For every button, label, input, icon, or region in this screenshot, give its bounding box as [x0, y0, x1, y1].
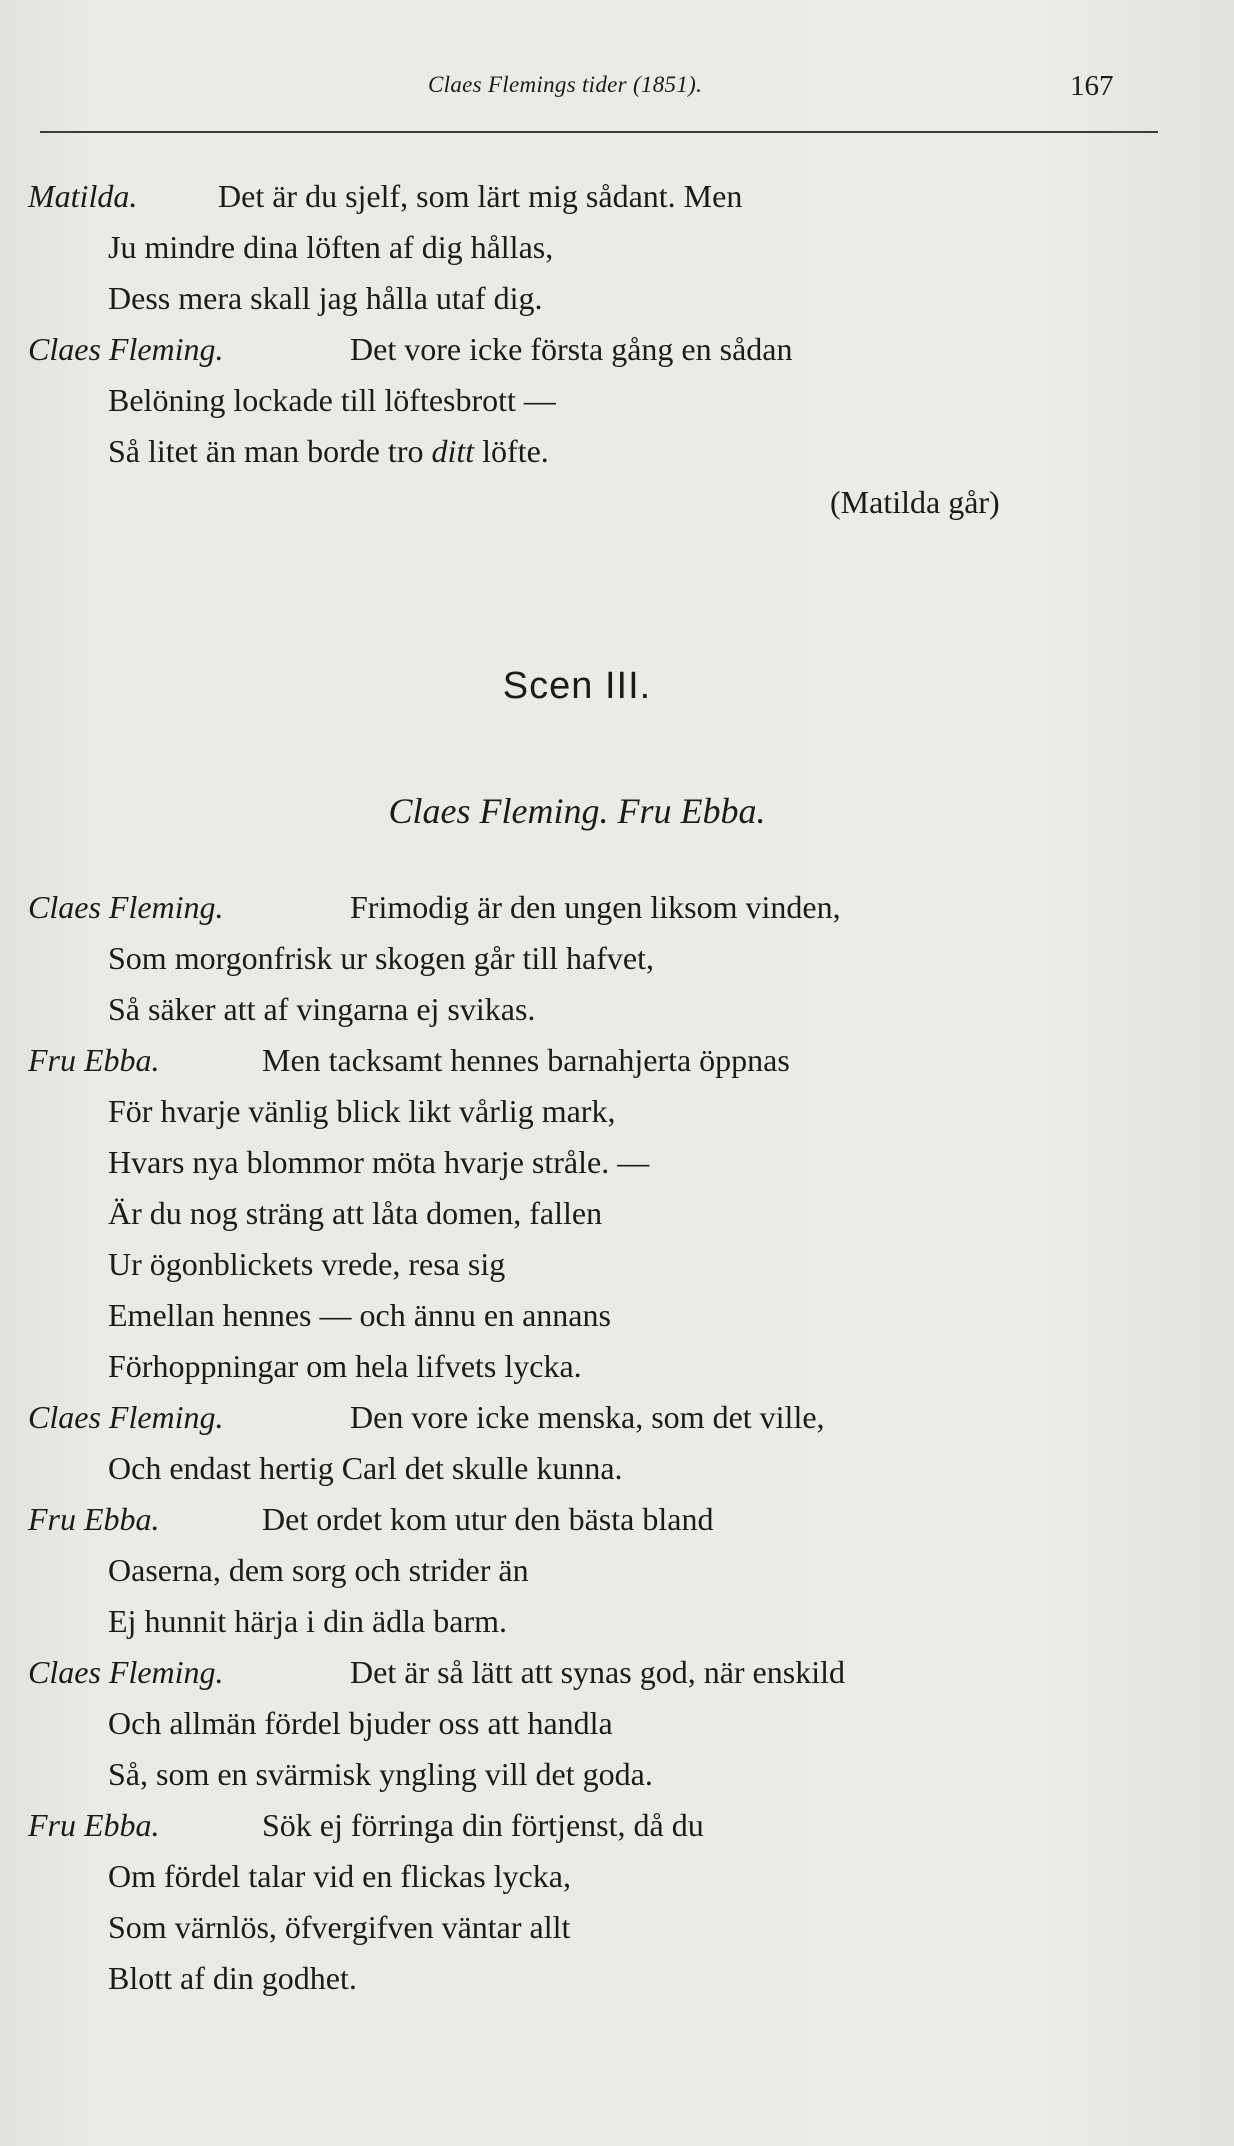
verse-text: Om fördel talar vid en flickas lycka, — [108, 1858, 571, 1894]
verse-text: Som värnlös, öfvergifven väntar allt — [108, 1909, 571, 1945]
scene-cast: Claes Fleming. Fru Ebba. — [388, 791, 766, 831]
verse-text: Är du nog sträng att låta domen, fallen — [108, 1195, 603, 1231]
dialogue-part-1 — [0, 171, 1234, 528]
verse-text: Men tacksamt hennes barnahjerta öppnas — [262, 1042, 790, 1078]
verse-line — [0, 1545, 1234, 1596]
dialogue-part-2 — [0, 882, 1234, 2004]
page-number: 167 — [1070, 70, 1114, 102]
verse-line — [0, 1086, 1234, 1137]
verse-text: Ej hunnit härja i din ädla barm. — [108, 1603, 507, 1639]
running-title: Claes Flemings tider (1851). — [428, 72, 703, 97]
verse-text: Dess mera skall jag hålla utaf dig. — [108, 280, 543, 316]
verse-line — [0, 1035, 1234, 1086]
verse-text: Det ordet kom utur den bästa bland — [262, 1501, 714, 1537]
verse-line — [0, 1749, 1234, 1800]
verse-text: Så, som en svärmisk yngling vill det goda. — [108, 1756, 653, 1792]
verse-text: Belöning lockade till löftesbrott — — [108, 382, 556, 418]
verse-line — [0, 1341, 1234, 1392]
speaker-name: Claes Fleming. — [28, 1399, 224, 1435]
verse-line — [0, 426, 1234, 477]
verse-line — [0, 222, 1234, 273]
verse-text: Som morgonfrisk ur skogen går till hafvet, — [108, 940, 654, 976]
verse-line — [0, 1851, 1234, 1902]
verse-line — [0, 882, 1234, 933]
verse-line — [0, 1239, 1234, 1290]
verse-line — [0, 984, 1234, 1035]
verse-text: Sök ej förringa din förtjenst, då du — [262, 1807, 704, 1843]
verse-line — [0, 1647, 1234, 1698]
verse-text: Blott af din godhet. — [108, 1960, 357, 1996]
speaker-name: Fru Ebba. — [28, 1042, 160, 1078]
speaker-name: Claes Fleming. — [28, 889, 224, 925]
verse-line — [0, 1698, 1234, 1749]
speaker-name: Matilda. — [28, 178, 138, 214]
page-header — [0, 72, 1234, 112]
header-rule — [40, 131, 1158, 133]
verse-line — [0, 1137, 1234, 1188]
verse-line — [0, 1902, 1234, 1953]
verse-text: Förhoppningar om hela lifvets lycka. — [108, 1348, 582, 1384]
speaker-name: Fru Ebba. — [28, 1807, 160, 1843]
stage-direction-line — [0, 477, 1234, 528]
verse-text: Oaserna, dem sorg och strider än — [108, 1552, 529, 1588]
stage-direction: (Matilda går) — [830, 484, 1000, 520]
emphasized-word: ditt — [431, 433, 475, 469]
verse-line — [0, 1596, 1234, 1647]
verse-text: Så säker att af vingarna ej svikas. — [108, 991, 536, 1027]
scene-heading: Scen III. — [502, 665, 652, 707]
verse-line — [0, 375, 1234, 426]
verse-text: Ur ögonblickets vrede, resa sig — [108, 1246, 506, 1282]
verse-line — [0, 1392, 1234, 1443]
verse-line — [0, 1953, 1234, 2004]
verse-line — [0, 324, 1234, 375]
speaker-name: Claes Fleming. — [28, 1654, 224, 1690]
speaker-name: Claes Fleming. — [28, 331, 224, 367]
speaker-name: Fru Ebba. — [28, 1501, 160, 1537]
verse-text-part: Så litet än man borde tro — [108, 433, 432, 469]
verse-text: Och allmän fördel bjuder oss att handla — [108, 1705, 613, 1741]
verse-text: Det vore icke första gång en sådan — [350, 331, 793, 367]
verse-text: Det är du sjelf, som lärt mig sådant. Men — [218, 178, 743, 214]
verse-text: Den vore icke menska, som det ville, — [350, 1399, 825, 1435]
verse-line — [0, 1290, 1234, 1341]
verse-text: Och endast hertig Carl det skulle kunna. — [108, 1450, 623, 1486]
verse-text: Hvars nya blommor möta hvarje stråle. — — [108, 1144, 650, 1180]
verse-line — [0, 273, 1234, 324]
verse-line — [0, 1800, 1234, 1851]
verse-line — [0, 1494, 1234, 1545]
verse-text: Ju mindre dina löften af dig hållas, — [108, 229, 554, 265]
verse-line — [0, 171, 1234, 222]
verse-text: För hvarje vänlig blick likt vårlig mark, — [108, 1093, 616, 1129]
verse-line — [0, 1443, 1234, 1494]
verse-text — [108, 426, 549, 477]
verse-text-part: löfte. — [474, 433, 549, 469]
verse-text: Frimodig är den ungen liksom vinden, — [350, 889, 841, 925]
verse-text: Det är så lätt att synas god, när enskild — [350, 1654, 845, 1690]
verse-line — [0, 933, 1234, 984]
verse-line — [0, 1188, 1234, 1239]
verse-text: Emellan hennes — och ännu en annans — [108, 1297, 611, 1333]
